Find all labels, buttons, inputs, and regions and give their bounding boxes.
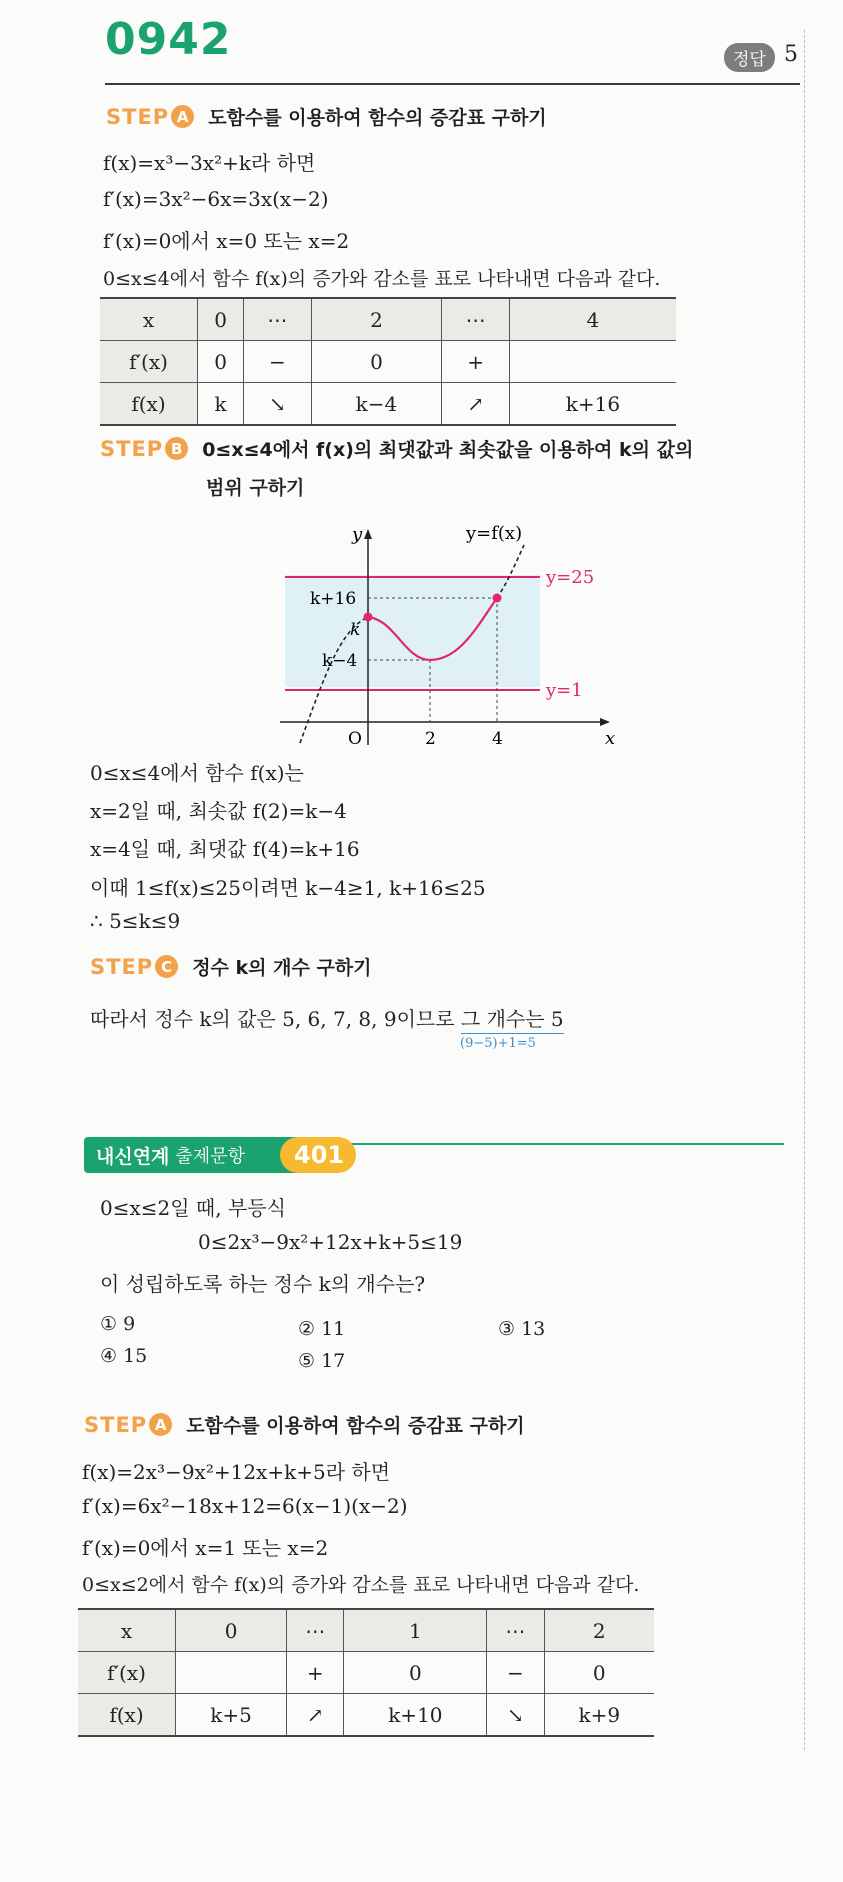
math-line: 0≤x≤2에서 함수 f(x)의 증가와 감소를 표로 나타내면 다음과 같다. xyxy=(82,1574,640,1596)
table-cell xyxy=(176,1652,287,1694)
count-note: (9−5)+1=5 xyxy=(460,1036,536,1051)
step-letter-badge: B xyxy=(165,437,188,460)
banner-number-box xyxy=(280,1137,356,1173)
choice-4[interactable]: ④ 15 xyxy=(100,1345,148,1367)
table-cell: k+9 xyxy=(544,1694,654,1737)
step-c-heading xyxy=(90,953,372,980)
banner-middle-text: 출제문항 xyxy=(175,1146,245,1167)
math-line: x=2일 때, 최솟값 f(2)=k−4 xyxy=(90,799,347,823)
table-row xyxy=(78,1609,654,1652)
choice-5[interactable]: ⑤ 17 xyxy=(298,1350,346,1372)
conclusion-underlined: 그 개수는 5 xyxy=(461,1007,564,1034)
lower-line-label: y=1 xyxy=(546,680,583,701)
table-cell: 0 xyxy=(176,1609,287,1652)
step-a2-heading xyxy=(84,1411,525,1438)
origin-label: O xyxy=(348,729,362,749)
y-axis-arrow xyxy=(364,529,372,539)
table-cell: 1 xyxy=(344,1609,487,1652)
conclusion-text: 따라서 정수 k의 값은 5, 6, 7, 8, 9이므로 xyxy=(90,1007,461,1031)
point-k xyxy=(364,613,373,622)
math-line: f(x)=2x³−9x²+12x+k+5라 하면 xyxy=(82,1460,391,1484)
label-k4: k−4 xyxy=(322,651,358,671)
math-line: 0≤x≤4에서 함수 f(x)는 xyxy=(90,761,304,785)
table-row xyxy=(100,383,676,426)
table-cell: ⋯ xyxy=(487,1609,544,1652)
table-cell: − xyxy=(487,1652,544,1694)
problem-inequality: 0≤2x³−9x²+12x+k+5≤19 xyxy=(198,1230,463,1254)
problem-question: 이 성립하도록 하는 정수 k의 개수는? xyxy=(100,1272,426,1296)
table-cell: ↘ xyxy=(487,1694,544,1737)
margin-guide xyxy=(804,30,805,1750)
step-letter-badge: A xyxy=(149,1413,172,1436)
point-k16 xyxy=(493,594,502,603)
answer-badge: 정답 xyxy=(724,43,775,72)
math-line: f(x)=x³−3x²+k라 하면 xyxy=(103,151,316,175)
table-cell: 0 xyxy=(544,1652,654,1694)
step-title-continued: 범위 구하기 xyxy=(206,477,305,499)
upper-line-label: y=25 xyxy=(546,567,595,588)
label-k16: k+16 xyxy=(310,589,357,609)
table-cell: k+5 xyxy=(176,1694,287,1737)
step-label: STEP xyxy=(106,104,170,129)
table-cell: + xyxy=(442,341,509,383)
table-cell: x xyxy=(78,1609,176,1652)
step-title: 정수 k의 개수 구하기 xyxy=(192,957,372,979)
table-cell: ⋯ xyxy=(244,298,311,341)
math-line: 이때 1≤f(x)≤25이려면 k−4≥1, k+16≤25 xyxy=(90,876,486,900)
table-cell: k−4 xyxy=(311,383,442,426)
conclusion-line xyxy=(90,1003,564,1032)
step-title: 0≤x≤4에서 f(x)의 최댓값과 최솟값을 이용하여 k의 값의 xyxy=(202,439,694,461)
math-line: f′(x)=0에서 x=0 또는 x=2 xyxy=(103,229,350,253)
problem-line: 0≤x≤2일 때, 부등식 xyxy=(100,1196,286,1220)
step-title: 도함수를 이용하여 함수의 증감표 구하기 xyxy=(186,1415,525,1437)
math-line: 0≤x≤4에서 함수 f(x)의 증가와 감소를 표로 나타내면 다음과 같다. xyxy=(103,268,661,290)
table-cell: 2 xyxy=(311,298,442,341)
label-k: k xyxy=(350,620,361,640)
table-cell: f(x) xyxy=(78,1694,176,1737)
table-row xyxy=(100,341,676,383)
choice-3[interactable]: ③ 13 xyxy=(498,1318,546,1340)
table-cell: k xyxy=(198,383,244,426)
table-cell: x xyxy=(100,298,198,341)
table-row xyxy=(78,1694,654,1737)
table-row xyxy=(78,1652,654,1694)
table-cell: 0 xyxy=(311,341,442,383)
answer-value: 5 xyxy=(784,42,798,67)
table-cell: 0 xyxy=(198,298,244,341)
step-letter-badge: A xyxy=(171,105,194,128)
table-cell: 0 xyxy=(198,341,244,383)
y-axis-label: y xyxy=(352,524,363,545)
x-axis-arrow xyxy=(600,718,610,726)
increase-decrease-table xyxy=(100,297,676,426)
choice-2[interactable]: ② 11 xyxy=(298,1318,346,1340)
step-label: STEP xyxy=(100,436,164,461)
table-cell xyxy=(509,341,676,383)
step-b-heading xyxy=(100,435,693,462)
header-divider xyxy=(105,83,800,85)
curve-label: y=f(x) xyxy=(466,523,523,544)
step-label: STEP xyxy=(84,1412,148,1437)
step-a-heading xyxy=(106,103,547,130)
table-cell: f(x) xyxy=(100,383,198,426)
step-title: 도함수를 이용하여 함수의 증감표 구하기 xyxy=(208,107,547,129)
step-letter-badge: C xyxy=(155,955,178,978)
table-cell: − xyxy=(244,341,311,383)
table-cell: 4 xyxy=(509,298,676,341)
table-cell: f′(x) xyxy=(78,1652,176,1694)
table-cell: 0 xyxy=(344,1652,487,1694)
math-line: f′(x)=3x²−6x=3x(x−2) xyxy=(103,187,329,211)
table-cell: + xyxy=(287,1652,344,1694)
table-row xyxy=(100,298,676,341)
table-cell: k+10 xyxy=(344,1694,487,1737)
math-line: x=4일 때, 최댓값 f(4)=k+16 xyxy=(90,837,360,861)
table-cell: ↘ xyxy=(244,383,311,426)
problem-number: 0942 xyxy=(105,14,232,65)
math-line: f′(x)=6x²−18x+12=6(x−1)(x−2) xyxy=(82,1494,408,1518)
related-problem-banner xyxy=(84,1137,784,1175)
banner-left-text: 내신연계 xyxy=(96,1145,170,1168)
table-cell: f′(x) xyxy=(100,341,198,383)
table-cell: ↗ xyxy=(442,383,509,426)
tick-4: 4 xyxy=(492,729,503,749)
function-graph xyxy=(270,515,630,750)
step-label: STEP xyxy=(90,954,154,979)
tick-2: 2 xyxy=(425,729,436,749)
table-cell: k+16 xyxy=(509,383,676,426)
table-cell: 2 xyxy=(544,1609,654,1652)
table-cell: ⋯ xyxy=(442,298,509,341)
table-cell: ⋯ xyxy=(287,1609,344,1652)
x-axis-label: x xyxy=(605,728,616,749)
math-line: ∴ 5≤k≤9 xyxy=(90,909,181,933)
banner-number: 401 xyxy=(294,1141,345,1169)
table-cell: ↗ xyxy=(287,1694,344,1737)
choice-1[interactable]: ① 9 xyxy=(100,1313,136,1335)
math-line: f′(x)=0에서 x=1 또는 x=2 xyxy=(82,1536,329,1560)
increase-decrease-table-2 xyxy=(78,1608,654,1737)
